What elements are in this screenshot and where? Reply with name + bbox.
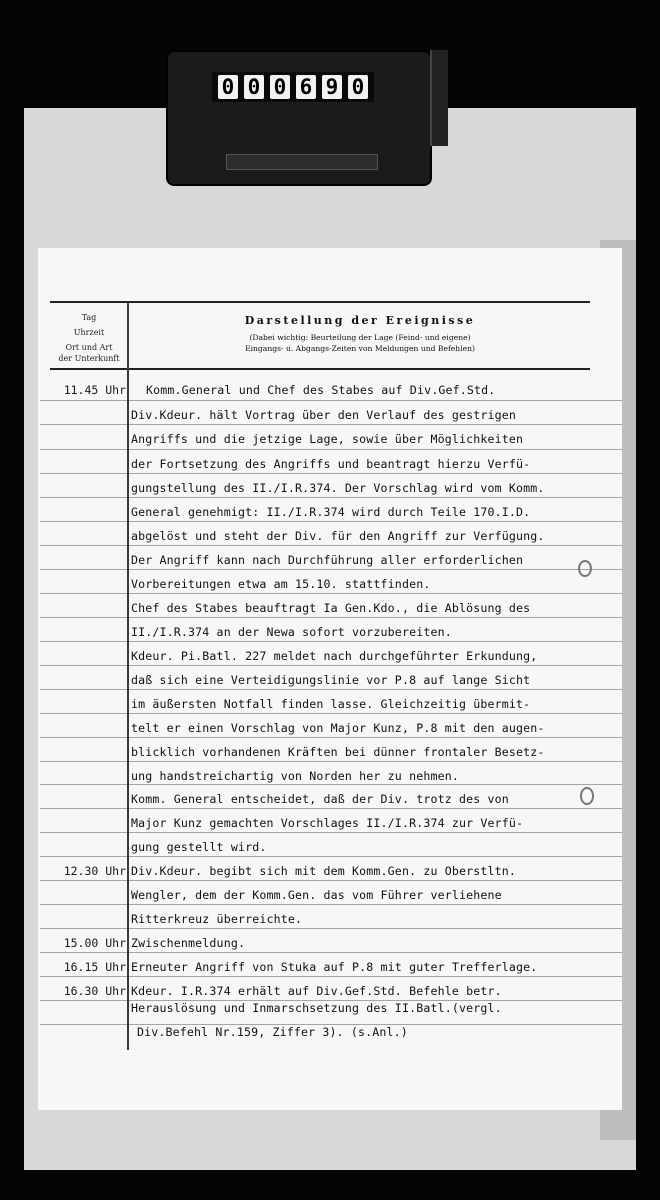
entry-line: Kdeur. I.R.374 erhält auf Div.Gef.Std. Befehle betr. bbox=[131, 984, 502, 998]
header-tag-label: Tag bbox=[81, 313, 97, 322]
entry-line: Der Angriff kann nach Durchführung aller erforderlichen bbox=[131, 553, 524, 567]
counter-digit: 0 bbox=[270, 75, 290, 99]
frame-counter bbox=[212, 72, 374, 102]
header-subtitle-1: (Dabei wichtig: Beurteilung der Lage (Feind- und eigene) bbox=[249, 333, 471, 342]
header-location-label: Ort und Art der Unterkunft bbox=[58, 343, 120, 363]
entry-line: Erneuter Angriff von Stuka auf P.8 mit guter Trefferlage. bbox=[131, 960, 538, 974]
entry-line: Div.Befehl Nr.159, Ziffer 3). (s.Anl.) bbox=[137, 1025, 408, 1039]
entry-line: im äußersten Notfall finden lasse. Gleichzeitig übermit- bbox=[131, 697, 531, 711]
margin-mark bbox=[578, 560, 592, 577]
entry-line: gungstellung des II./I.R.374. Der Vorschlag wird vom Komm. bbox=[131, 481, 545, 495]
entry-time: 16.15 Uhr bbox=[63, 960, 126, 974]
entry-line: Kdeur. Pi.Batl. 227 meldet nach durchgeführter Erkundung, bbox=[131, 649, 538, 663]
header-time-label: Uhrzeit bbox=[73, 328, 105, 337]
entry-line: II./I.R.374 an der Newa sofort vorzubereiten. bbox=[131, 625, 452, 639]
counter-digit: 0 bbox=[218, 75, 238, 99]
entry-line: Div.Kdeur. hält Vortrag über den Verlauf des gestrigen bbox=[131, 408, 517, 422]
entry-line: Ritterkreuz überreichte. bbox=[131, 912, 303, 926]
entry-line: telt er einen Vorschlag von Major Kunz, P.8 mit den augen- bbox=[131, 721, 545, 735]
counter-digit: 6 bbox=[296, 75, 316, 99]
entry-line: Chef des Stabes beauftragt Ia Gen.Kdo., die Ablösung des bbox=[131, 601, 531, 615]
column-divider bbox=[127, 302, 129, 1050]
entry-line: Angriffs und die jetzige Lage, sowie über Möglichkeiten bbox=[131, 432, 524, 446]
entry-line: ung handstreichartig von Norden her zu nehmen. bbox=[131, 769, 459, 783]
entry-line: Wengler, dem der Komm.Gen. das vom Führer verliehene bbox=[131, 888, 502, 902]
entry-line: blicklich vorhandenen Kräften bei dünner frontaler Besetz- bbox=[131, 745, 545, 759]
counter-digit: 9 bbox=[322, 75, 342, 99]
entry-time: 12.30 Uhr bbox=[63, 864, 126, 878]
entry-line: abgelöst und steht der Div. für den Angriff zur Verfügung. bbox=[131, 529, 545, 543]
entry-line: daß sich eine Verteidigungslinie vor P.8 auf lange Sicht bbox=[131, 673, 531, 687]
counter-base bbox=[226, 154, 378, 170]
header-subtitle-2: Eingangs- u. Abgangs-Zeiten von Meldungen und Befehlen) bbox=[245, 344, 475, 353]
counter-knob bbox=[430, 50, 448, 146]
header-title: Darstellung der Ereignisse bbox=[244, 314, 476, 327]
entry-line: Div.Kdeur. begibt sich mit dem Komm.Gen. zu Oberstltn. bbox=[131, 864, 517, 878]
entry-line: General genehmigt: II./I.R.374 wird durch Teile 170.I.D. bbox=[131, 505, 531, 519]
entry-line: Vorbereitungen etwa am 15.10. stattfinden. bbox=[131, 577, 431, 591]
entry-line: gung gestellt wird. bbox=[131, 840, 267, 854]
entry-time: 15.00 Uhr bbox=[63, 936, 126, 950]
entry-time: 16.30 Uhr bbox=[63, 984, 126, 998]
entry-line: Herauslösung und Inmarschsetzung des II.Batl.(vergl. bbox=[131, 1001, 502, 1015]
margin-mark bbox=[580, 787, 594, 805]
header-bottom-rule bbox=[50, 368, 590, 370]
counter-digit: 0 bbox=[348, 75, 368, 99]
entry-time: 11.45 Uhr bbox=[63, 383, 126, 397]
entry-line: der Fortsetzung des Angriffs und beantragt hierzu Verfü- bbox=[131, 457, 531, 471]
entry-line: Komm.General und Chef des Stabes auf Div.Gef.Std. bbox=[146, 383, 496, 397]
entry-line: Komm. General entscheidet, daß der Div. trotz des von bbox=[131, 792, 509, 806]
header-top-rule bbox=[50, 301, 590, 303]
counter-digit: 0 bbox=[244, 75, 264, 99]
entry-line: Major Kunz gemachten Vorschlages II./I.R.374 zur Verfü- bbox=[131, 816, 524, 830]
entry-line: Zwischenmeldung. bbox=[131, 936, 246, 950]
